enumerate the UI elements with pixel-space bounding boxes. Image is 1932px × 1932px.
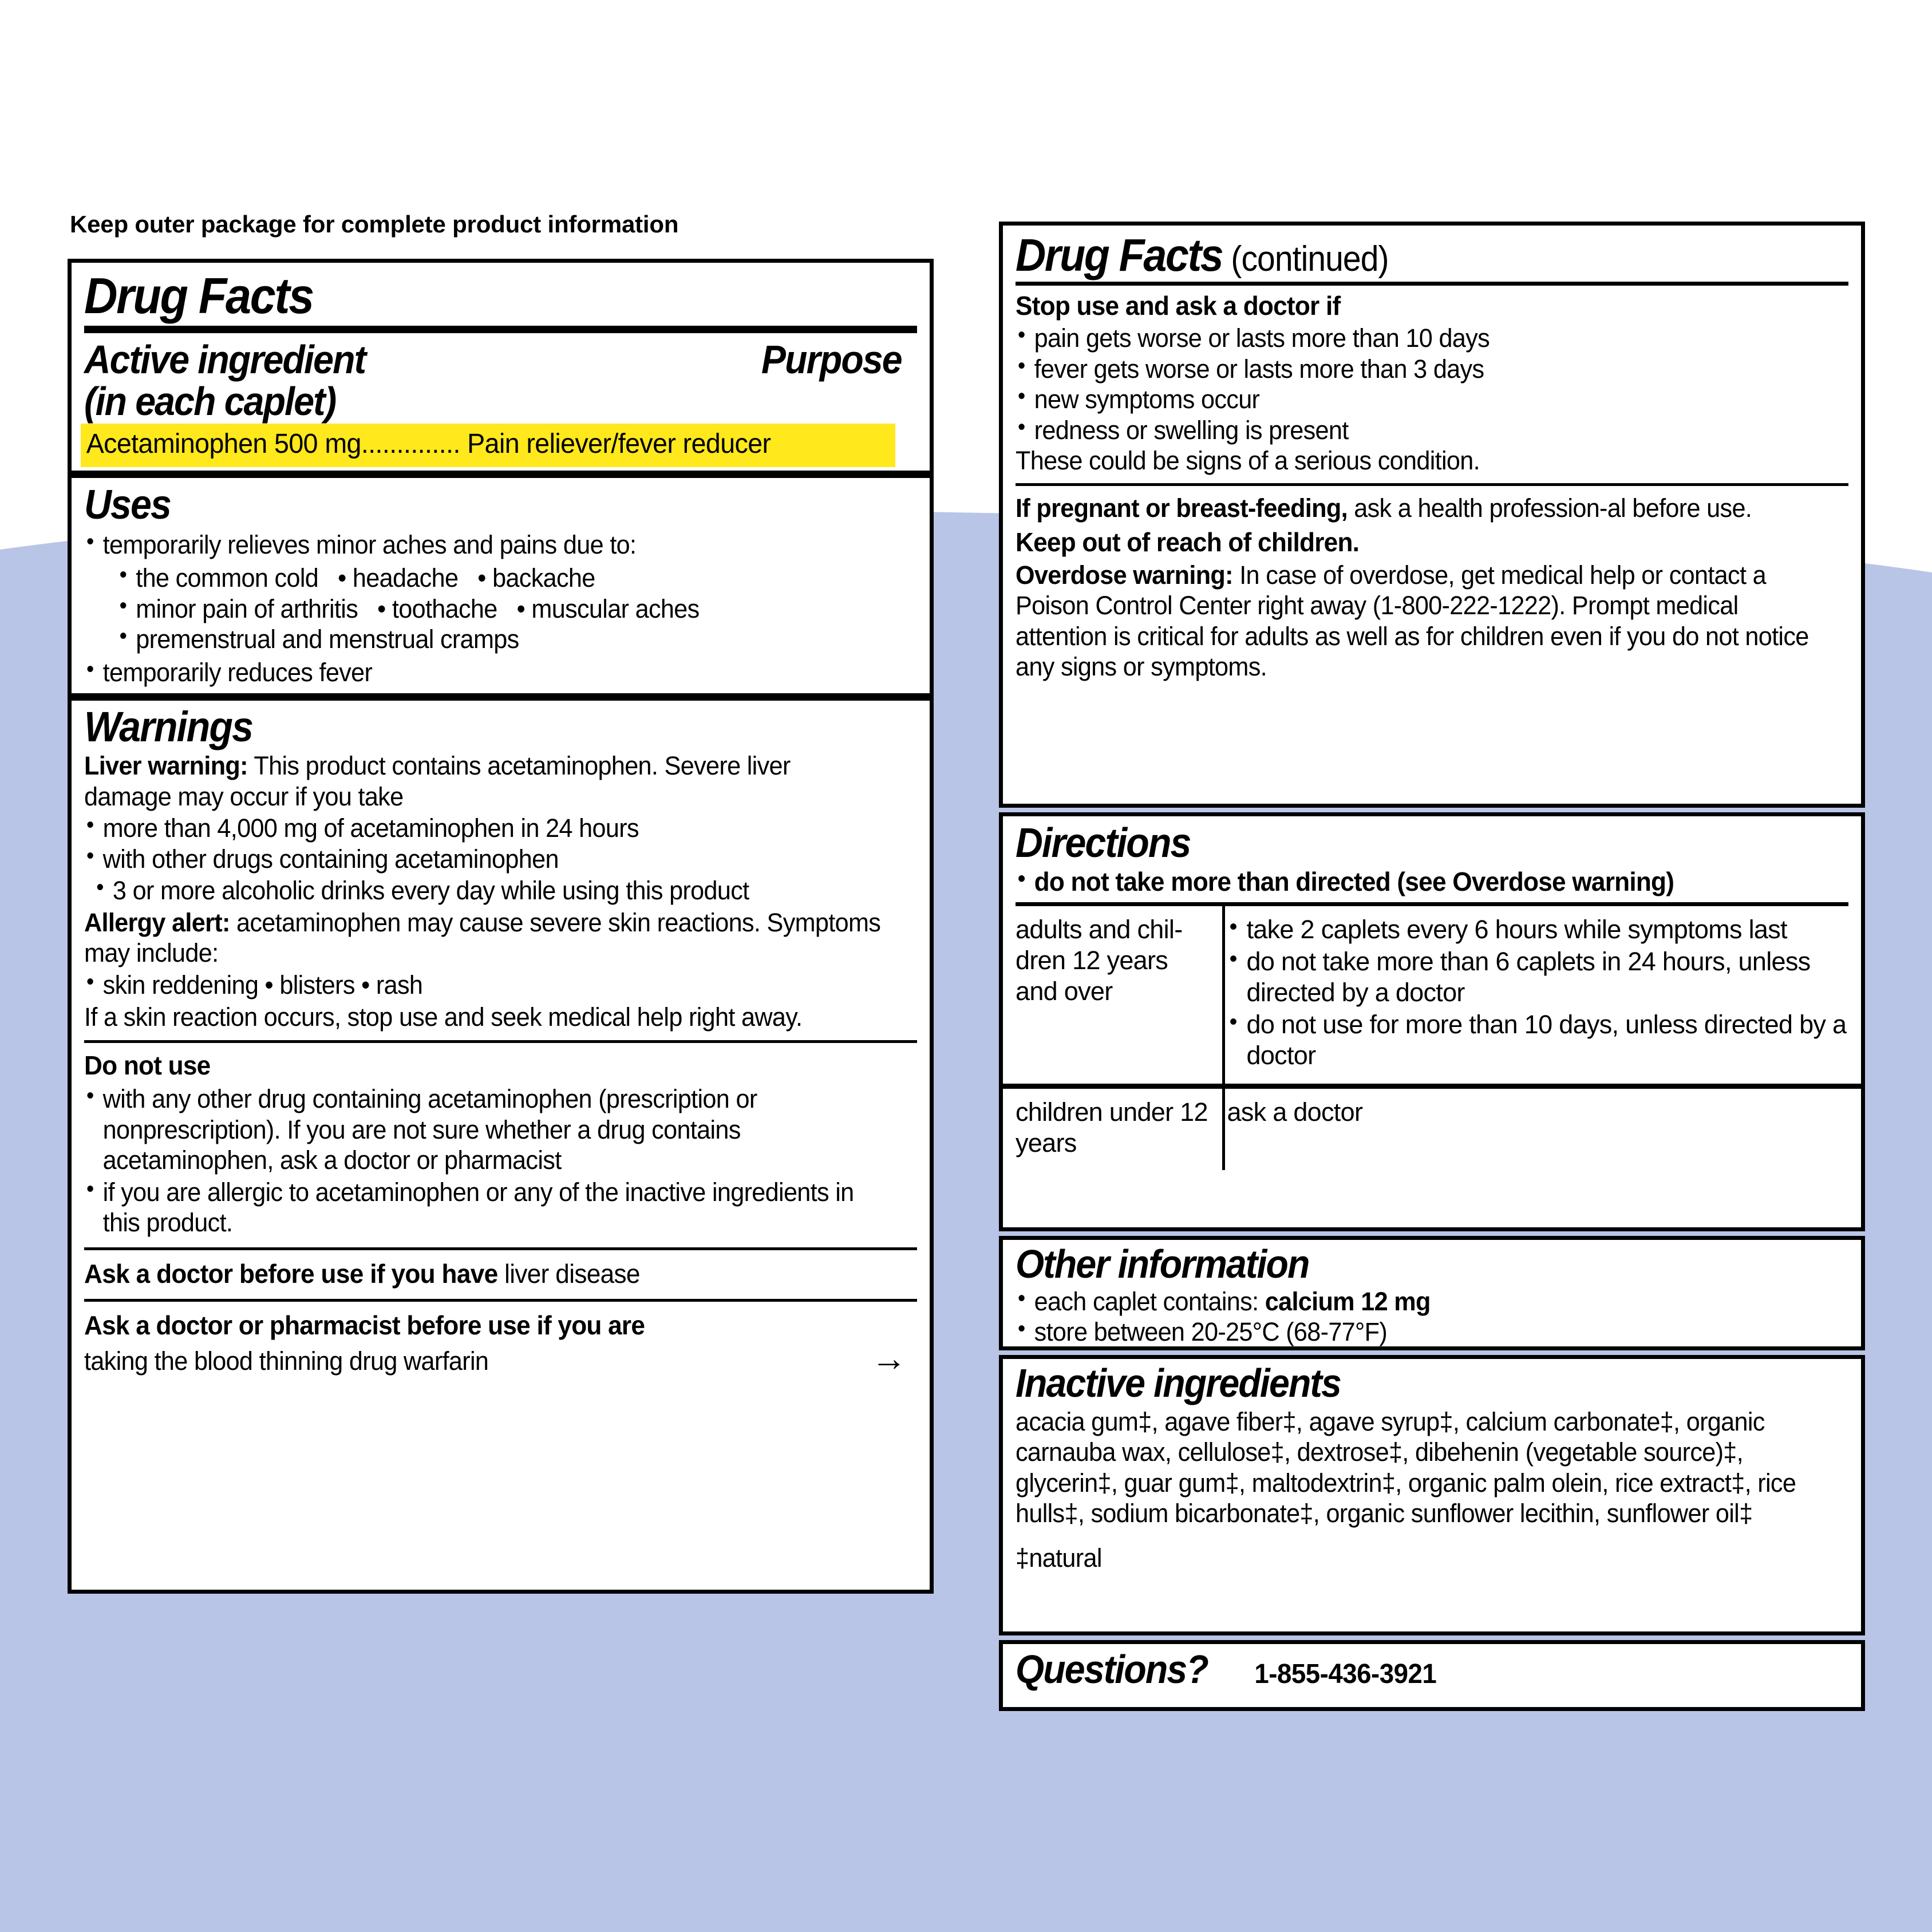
uses-heading: Uses [84,481,171,528]
overdose-warning [1016,560,1815,682]
overdose-warning-text: In case of overdose, get medical help or contact a Poison Control Center right away (1-800-222-1222). Prompt medical attention is critical for adults as well as for children even if you do not notice any signs or symptoms. [1016,560,1809,682]
warnings-heading: Warnings [84,703,253,751]
keep-outer-package-note: Keep outer package for complete product information [70,211,679,238]
pregnancy-line [1016,493,1815,524]
directions-top-bullet [1016,866,1815,898]
warnings-section [72,701,930,1032]
questions-heading: Questions? [1016,1647,1208,1692]
other-information-section [1003,1240,1861,1348]
questions-panel [999,1640,1865,1711]
directions-instruction-list [1227,914,1852,1071]
uses-list-after [84,657,884,688]
stop-use-section [1003,286,1861,476]
allergy-alert [84,907,884,969]
other-information-list [1016,1286,1815,1348]
liver-warning-text: This product contains acetaminophen. Severe liver damage may occur if you take [84,751,791,811]
divider [1016,902,1848,906]
do-not-use-label: Do not use [84,1050,211,1081]
liver-warning-bullet-indented [84,875,884,906]
list-item: • premenstrual and menstrual cramps [117,624,884,655]
drug-facts-panel-right-top [999,222,1865,808]
list-item: • do not take more than directed (see Overdose warning) [1016,866,1815,898]
inactive-ingredients-panel [999,1355,1865,1635]
directions-instructions-cell [1223,906,1861,1086]
list-item: • each caplet contains: calcium 12 mg [1016,1286,1815,1317]
do-not-use-section [72,1043,930,1238]
list-item: • more than 4,000 mg of acetaminophen in 24 hours [84,813,884,844]
pregnancy-text: ask a health profession-al before use. [1347,493,1752,523]
ask-pharmacist-section [72,1302,930,1377]
inactive-ingredients-footnote: ‡natural [1016,1543,1102,1573]
pregnancy-label: If pregnant or breast-feeding, [1016,493,1348,523]
keep-out-of-reach: Keep out of reach of children. [1016,527,1360,558]
inactive-ingredients-text: acacia gum‡, agave fiber‡, agave syrup‡, calcium carbonate‡, organic carnauba wax, cellulose‡, dextrose‡, dibehenin (vegetable source)‡, glycerin‡, guar gum‡, maltodextrin‡, organic palm olein, rice extract‡, rice hulls‡, sodium bicarbonate‡, organic sunflower lecithin, sunflower oil‡ [1016,1406,1796,1528]
left-title-block [72,263,930,324]
list-item: • take 2 caplets every 6 hours while symptoms last [1227,914,1852,945]
continuation-arrow-icon: → [871,1338,907,1378]
inactive-ingredients-heading: Inactive ingredients [1016,1361,1341,1405]
allergy-alert-text: acetaminophen may cause severe skin reactions. Symptoms may include: [84,907,881,968]
uses-section [72,478,930,694]
other-information-panel [999,1236,1865,1350]
ask-doctor-text: liver disease [497,1259,640,1289]
ask-pharmacist-label: Ask a doctor or pharmacist before use if you are [84,1310,645,1340]
list-item: • new symptoms occur [1016,384,1815,415]
table-row [1003,906,1861,1086]
stop-use-closing: These could be signs of a serious condition. [1016,446,1480,476]
ask-pharmacist-text: taking the blood thinning drug warfarin [84,1346,489,1376]
list-item: • store between 20-25°C (68-77°F) [1016,1317,1815,1348]
list-item: • minor pain of arthritis • toothache • muscular aches [117,594,884,625]
overdose-warning-label: Overdose warning: [1016,560,1233,590]
directions-table [1003,906,1861,1170]
list-item: • with other drugs containing acetaminophen [84,844,884,875]
page-title: Drug Facts [84,267,313,324]
list-item: • do not use for more than 10 days, unless directed by a doctor [1227,1009,1852,1071]
list-item: • pain gets worse or lasts more than 10 days [1016,323,1815,354]
stop-use-bullets [1016,323,1815,445]
table-row [1003,1086,1861,1171]
page-title-continued: Drug Facts (continued) [1016,230,1389,280]
list-item: • temporarily reduces fever [84,657,884,688]
liver-warning [84,750,884,812]
ask-doctor-label: Ask a doctor before use if you have [84,1259,498,1289]
liver-warning-label: Liver warning: [84,751,248,781]
divider [84,326,917,333]
ask-doctor-line [84,1258,884,1290]
calcium-amount: calcium 12 mg [1265,1286,1431,1316]
divider [1016,282,1848,286]
directions-panel [999,812,1865,1231]
directions-header [1003,816,1861,898]
pregnancy-overdose-section [1003,486,1861,682]
drug-facts-panel-left [68,259,934,1594]
active-ingredient-heading: Active ingredient (in each caplet) [84,337,366,424]
ask-doctor-section [72,1250,930,1290]
questions-section [1003,1644,1861,1690]
directions-age-cell: adults and chil-dren 12 years and over [1003,906,1223,1086]
directions-heading: Directions [1016,820,1191,866]
list-item: • the common cold • headache • backache [117,563,884,594]
allergy-symptoms [84,970,884,1001]
stop-use-heading: Stop use and ask a doctor if [1016,291,1341,321]
uses-list [84,530,884,560]
continued-label: (continued) [1231,239,1389,279]
list-item: • skin reddening • blisters • rash [84,970,884,1001]
active-ingredient-row: Acetaminophen 500 mg.............. Pain reliever/fever reducer [81,424,895,467]
list-item: • redness or swelling is present [1016,415,1815,446]
list-item: • 3 or more alcoholic drinks every day while using this product [94,875,884,906]
list-item: • if you are allergic to acetaminophen or any of the inactive ingredients in this product. [84,1177,884,1238]
active-ingredient-header [72,333,930,422]
list-item: • with any other drug containing acetaminophen (prescription or nonprescription). If you are not sure whether a drug contains acetaminophen, ask a doctor or pharmacist [84,1084,884,1176]
allergy-closing: If a skin reaction occurs, stop use and seek medical help right away. [84,1002,803,1032]
liver-warning-bullets [84,813,884,874]
do-not-use-bullets [84,1084,884,1238]
directions-instructions-cell: ask a doctor [1223,1086,1861,1171]
active-ingredient-row-wrap [81,424,920,467]
divider [72,471,930,478]
list-item: • do not take more than 6 caplets in 24 hours, unless directed by a doctor [1227,946,1852,1008]
inactive-ingredients-section [1003,1359,1861,1574]
right-title-block [1003,226,1861,278]
divider [72,693,930,701]
list-item: • temporarily relieves minor aches and pains due to: [84,530,884,560]
purpose-heading: Purpose [761,337,902,382]
allergy-alert-label: Allergy alert: [84,907,230,937]
questions-phone-number: 1-855-436-3921 [1254,1659,1437,1689]
list-item: • fever gets worse or lasts more than 3 days [1016,354,1815,385]
uses-sublist [84,563,884,655]
other-information-heading: Other information [1016,1242,1309,1286]
directions-age-cell: children under 12 years [1003,1086,1223,1171]
